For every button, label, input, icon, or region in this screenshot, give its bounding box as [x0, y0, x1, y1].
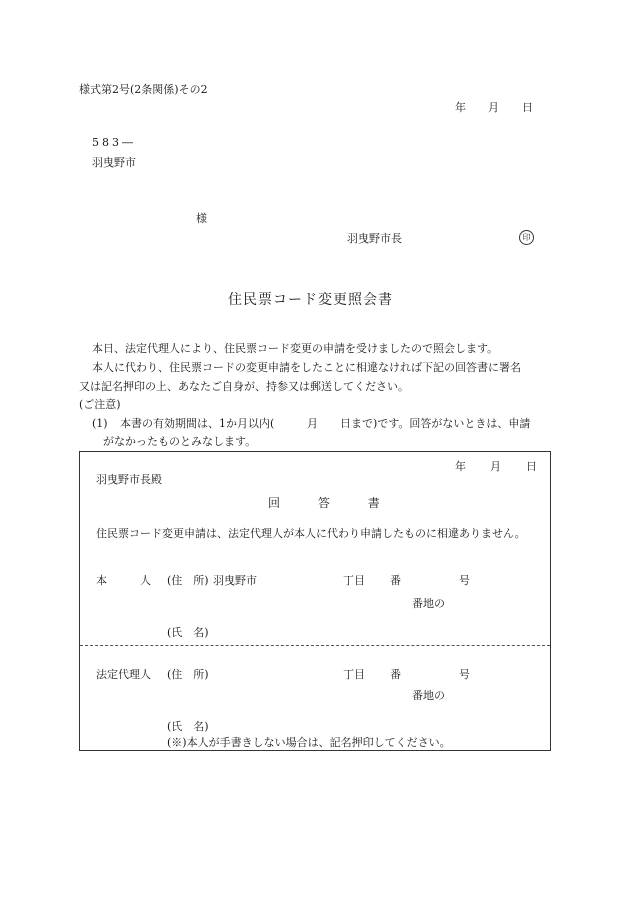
honorific: 様: [196, 212, 207, 225]
reply-statement: 住民票コード変更申請は、法定代理人が本人に代わり申請したものに相違ありません。: [96, 527, 526, 540]
reply-form-box: [79, 451, 551, 751]
date-year: 年: [455, 101, 466, 114]
body-line-3: 又は記名押印の上、あなたご自身が、持参又は郵送してください。: [79, 380, 409, 393]
principal-ban: 番: [390, 574, 401, 587]
date-day: 日: [522, 101, 533, 114]
notice-item-text-a: 本書の有効期間は、1か月以内(: [120, 417, 275, 430]
sender: 羽曳野市長: [347, 232, 402, 245]
notice-heading: (ご注意): [79, 398, 121, 411]
reply-title-char: 書: [367, 496, 380, 510]
date-month: 月: [488, 101, 499, 114]
body-line-2: 本人に代わり、住民票コードの変更申請をしたことに相違なければ下記の回答書に署名: [92, 361, 521, 374]
principal-city: 羽曳野市: [213, 574, 257, 587]
reply-title-char: 答: [317, 496, 330, 510]
reply-date-day: 日: [526, 460, 537, 473]
reply-title-char: 回: [268, 496, 281, 510]
reply-divider: [80, 645, 550, 646]
body-line-1: 本日、法定代理人により、住民票コード変更の申請を受けましたので照会します。: [92, 342, 499, 355]
notice-item-line-2: がなかったものとみなします。: [103, 435, 257, 448]
notice-item-text-b: 日まで)です。回答がないときは、申請: [340, 417, 531, 430]
principal-label: 本 人: [96, 574, 151, 587]
form-number: 様式第2号(2条関係)その2: [79, 83, 208, 96]
reply-date-month: 月: [490, 460, 501, 473]
principal-banchi: 番地の: [412, 597, 445, 610]
agent-name-label: (氏 名): [167, 720, 209, 733]
agent-address-label: (住 所): [167, 668, 209, 681]
principal-name-label: (氏 名): [167, 626, 209, 639]
reply-footnote: (※)本人が手書きしない場合は、記名押印してください。: [167, 736, 451, 749]
principal-go: 号: [459, 574, 470, 587]
agent-banchi: 番地の: [412, 689, 445, 702]
agent-chome: 丁目: [343, 668, 365, 681]
reply-date-year: 年: [455, 460, 466, 473]
document-title: 住民票コード変更照会書: [228, 292, 393, 308]
reply-title: [268, 497, 380, 509]
agent-go: 号: [459, 668, 470, 681]
notice-item-number: (1): [92, 417, 108, 430]
notice-item-month: 月: [307, 417, 318, 430]
seal-mark: 印: [519, 230, 534, 245]
reply-addressee: 羽曳野市長殿: [96, 473, 162, 486]
agent-label: 法定代理人: [96, 668, 151, 681]
agent-ban: 番: [390, 668, 401, 681]
postal-code: 583―: [92, 136, 136, 149]
recipient-city: 羽曳野市: [92, 156, 136, 169]
principal-chome: 丁目: [343, 574, 365, 587]
principal-address-label: (住 所): [167, 574, 209, 587]
